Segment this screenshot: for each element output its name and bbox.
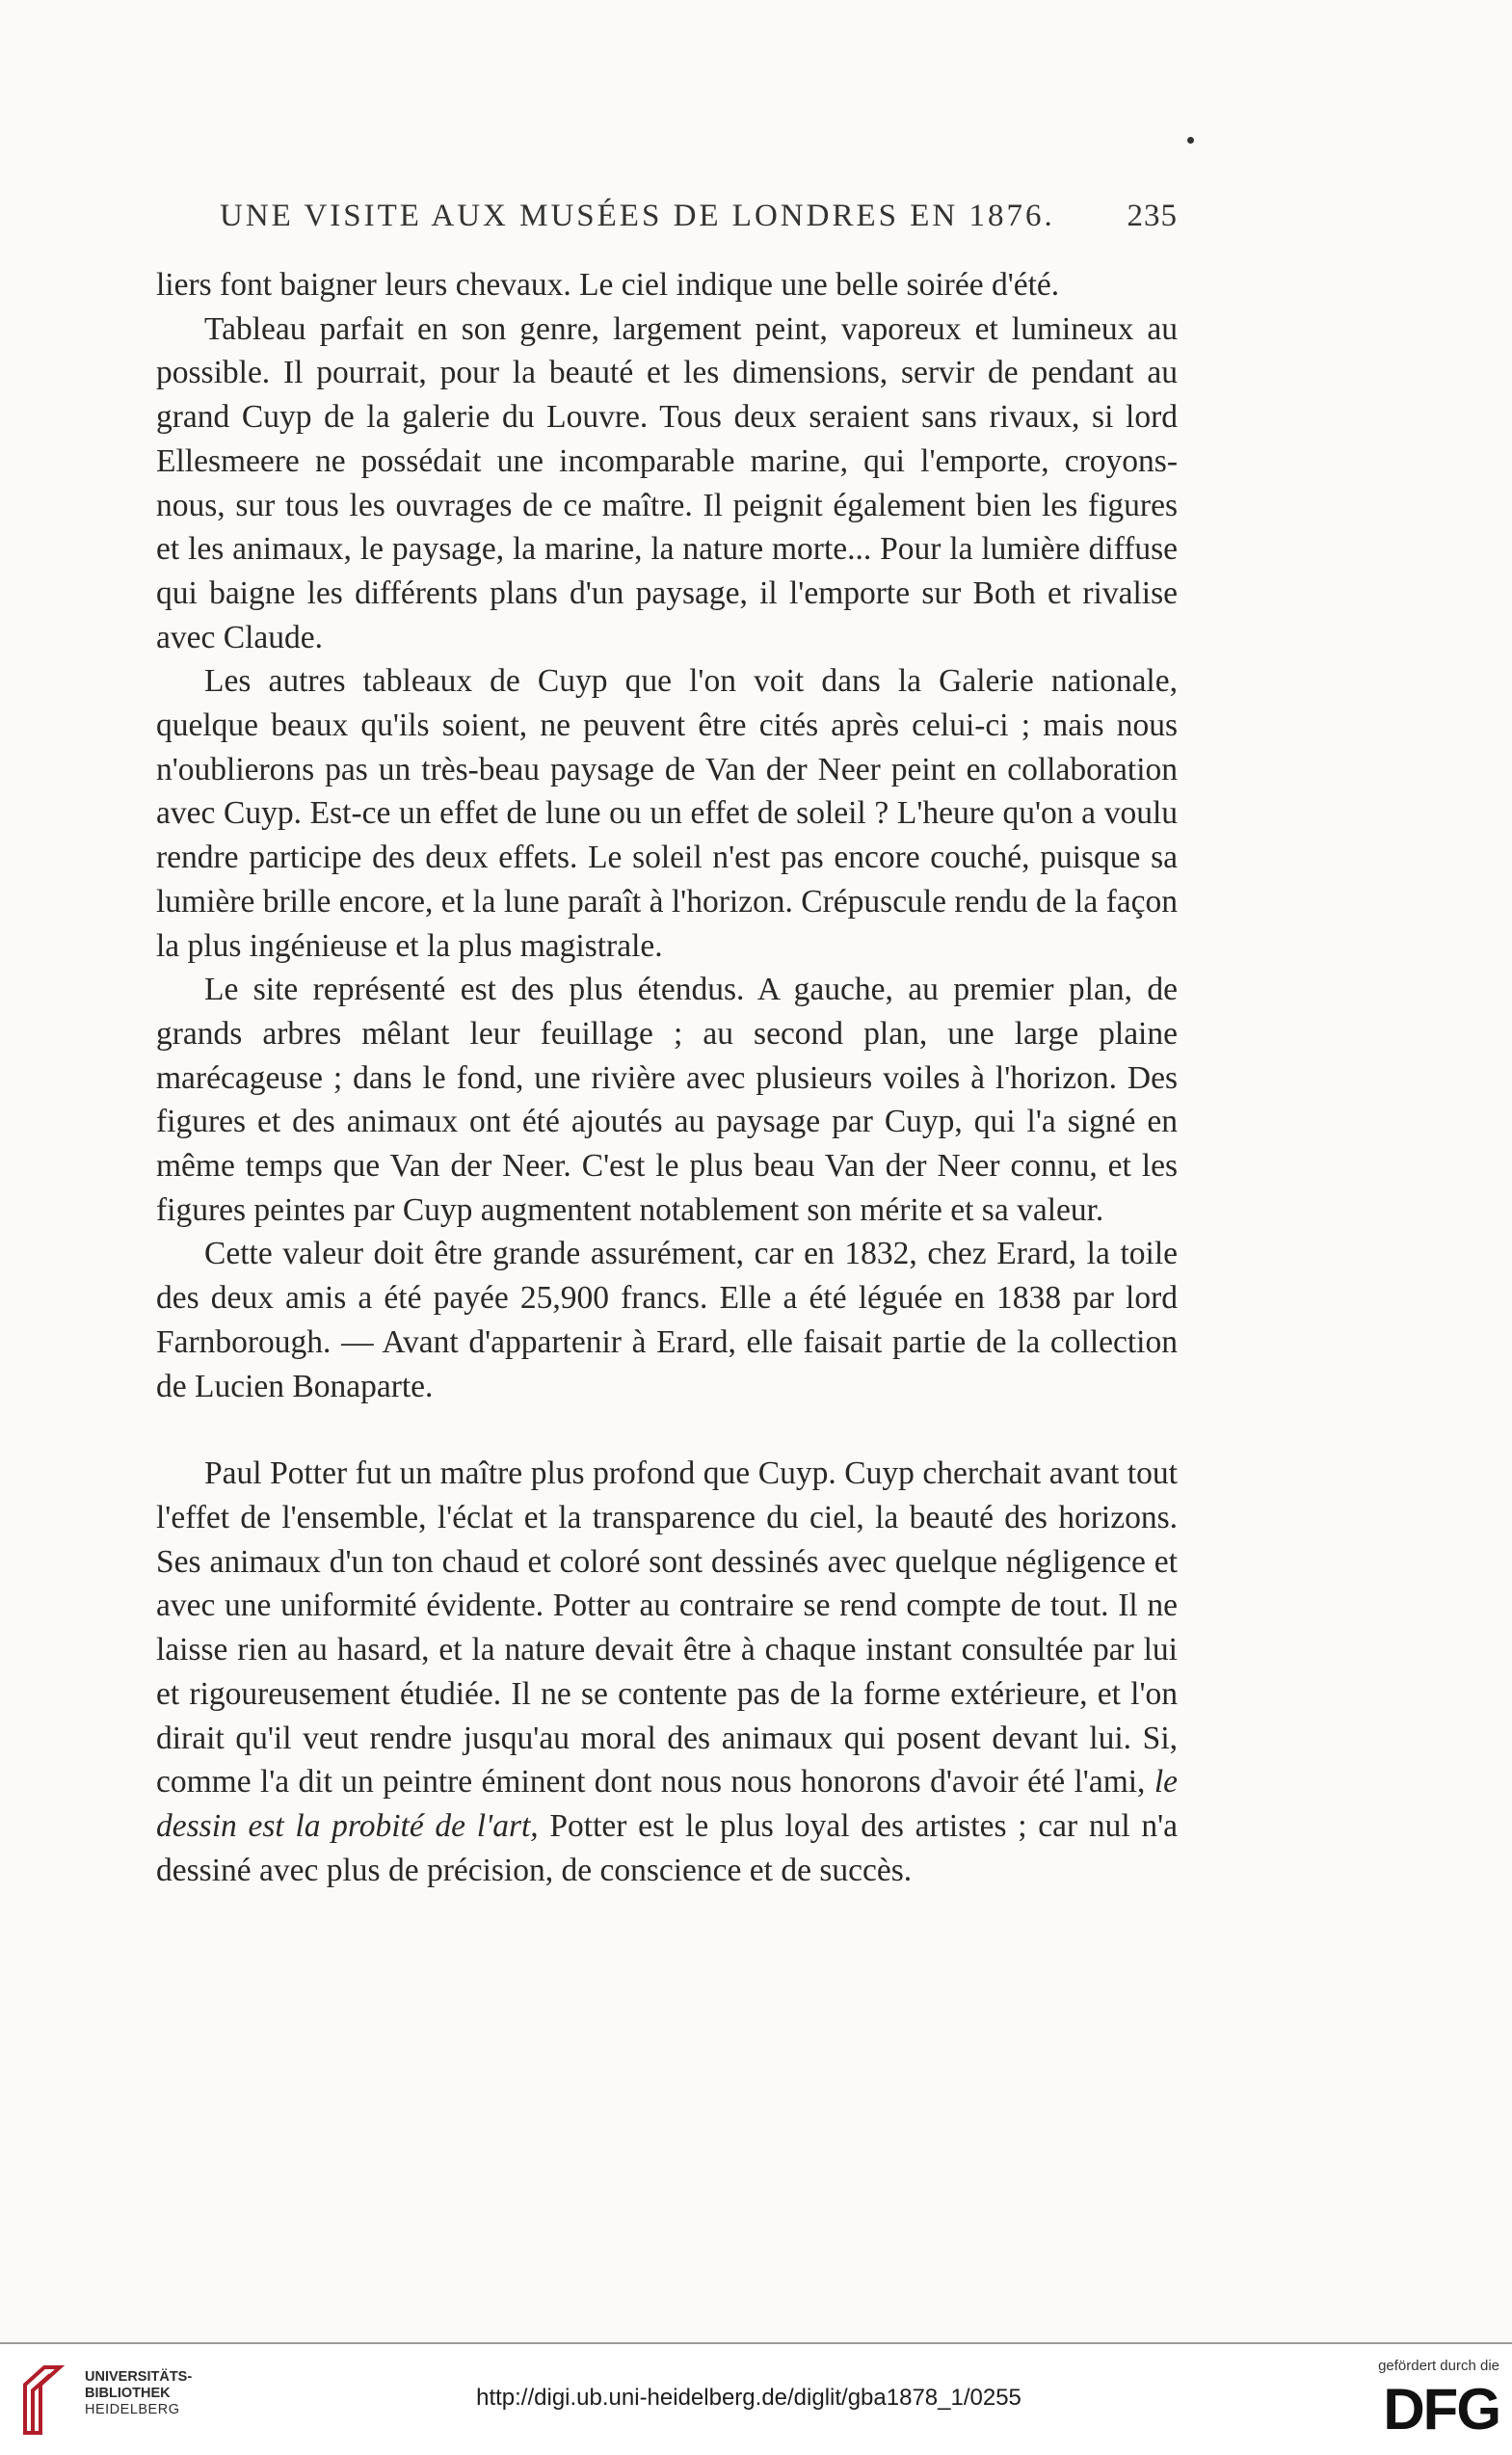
body-text bbox=[156, 263, 1178, 1892]
italic-quote: le dessin est la probité de l'art, bbox=[156, 1764, 1178, 1844]
paragraph-text: Potter est le plus loyal des artistes ; car nul n'a dessiné avec plus de précision, de conscience et de succès. bbox=[156, 1807, 1178, 1888]
paragraph bbox=[156, 1452, 1178, 1892]
sponsor-block bbox=[1345, 2358, 1499, 2440]
paragraph: liers font baigner leurs chevaux. Le ciel indique une belle soirée d'été. bbox=[156, 267, 1060, 303]
paragraph: Le site représenté est des plus étendus. A gauche, au premier plan, de grands arbres mêlant leur feuillage ; au second plan, une large plaine marécageuse ; dans le fond, une rivière avec plusieurs voiles à l'horizon. Des figures et des animaux ont été ajoutés au paysage par Cuyp, qui l'a signé en même temps que Van der Neer. C'est le plus beau Van der Neer connu, et les figures peintes par Cuyp augmentent notablement son mérite et sa valeur. bbox=[156, 972, 1178, 1228]
page-number: 235 bbox=[1127, 199, 1178, 233]
running-head bbox=[220, 199, 1178, 237]
paragraph: Les autres tableaux de Cuyp que l'on voit dans la Galerie nationale, quelque beaux qu'ils soient, ne peuvent être cités après celui-ci ; mais nous n'oublierons pas un très-beau paysage de Van der Neer peint en collaboration avec Cuyp. Est-ce un effet de lune ou un effet de soleil ? L'heure qu'on a voulu rendre participe des deux effets. Le soleil n'est pas encore couché, puisque sa lumière brille encore, et la lune paraît à l'horizon. Crépuscule rendu de la façon la plus ingénieuse et la plus magistrale. bbox=[156, 663, 1178, 964]
library-name-line: HEIDELBERG bbox=[85, 2402, 180, 2417]
permalink-url[interactable]: http://digi.ub.uni-heidelberg.de/diglit/gba1878_1/0255 bbox=[476, 2385, 1021, 2411]
running-head-title: UNE VISITE AUX MUSÉES DE LONDRES EN 1876. bbox=[220, 199, 1055, 233]
paragraph: Cette valeur doit être grande assurément, car en 1832, chez Erard, la toile des deux amis a été payée 25,900 francs. Elle a été léguée en 1838 par lord Farnborough. — Avant d'appartenir à Erard, elle faisait partie de la collection de Lucien Bonaparte. bbox=[156, 1236, 1178, 1404]
ink-speck bbox=[1187, 137, 1194, 144]
library-logo-icon bbox=[17, 2358, 66, 2439]
sponsor-caption: gefördert durch die bbox=[1378, 2358, 1499, 2374]
paragraph: Tableau parfait en son genre, largement peint, vaporeux et lumineux au possible. Il pourrait, pour la beauté et les dimensions, servir de pendant au grand Cuyp de la galerie du Louvre. Tous deux seraient sans rivaux, si lord Ellesmeere ne possédait une incomparable marine, qui l'emporte, croyons-nous, sur tous les ouvrages de ce maître. Il peignit également bien les figures et les animaux, le paysage, la marine, la nature morte... Pour la lumière diffuse qui baigne les différents plans d'un paysage, il l'emporte sur Both et rivalise avec Claude. bbox=[156, 310, 1178, 655]
library-name-line: UNIVERSITÄTS- bbox=[85, 2369, 193, 2385]
library-name-line: BIBLIOTHEK bbox=[85, 2386, 171, 2401]
dfg-logo: DFG bbox=[1383, 2377, 1499, 2442]
paragraph-text: Paul Potter fut un maître plus profond que Cuyp. Cuyp cherchait avant tout l'effet de l'ensemble, l'éclat et la transparence du ciel, la beauté des horizons. Ses animaux d'un ton chaud et coloré sont dessinés avec quelque négligence et avec une uniformité évidente. Potter au contraire se rend compte de tout. Il ne laisse rien au hasard, et la nature devait être à chaque instant consultée par lui et rigoureusement étudiée. Il ne se contente pas de la forme extérieure, et l'on dirait qu'il veut rendre jusqu'au moral des animaux qui posent devant lui. Si, comme l'a dit un peintre éminent dont nous nous honorons d'avoir été l'ami, bbox=[156, 1455, 1178, 1801]
digitization-footer bbox=[0, 2342, 1512, 2455]
library-name bbox=[85, 2369, 192, 2418]
